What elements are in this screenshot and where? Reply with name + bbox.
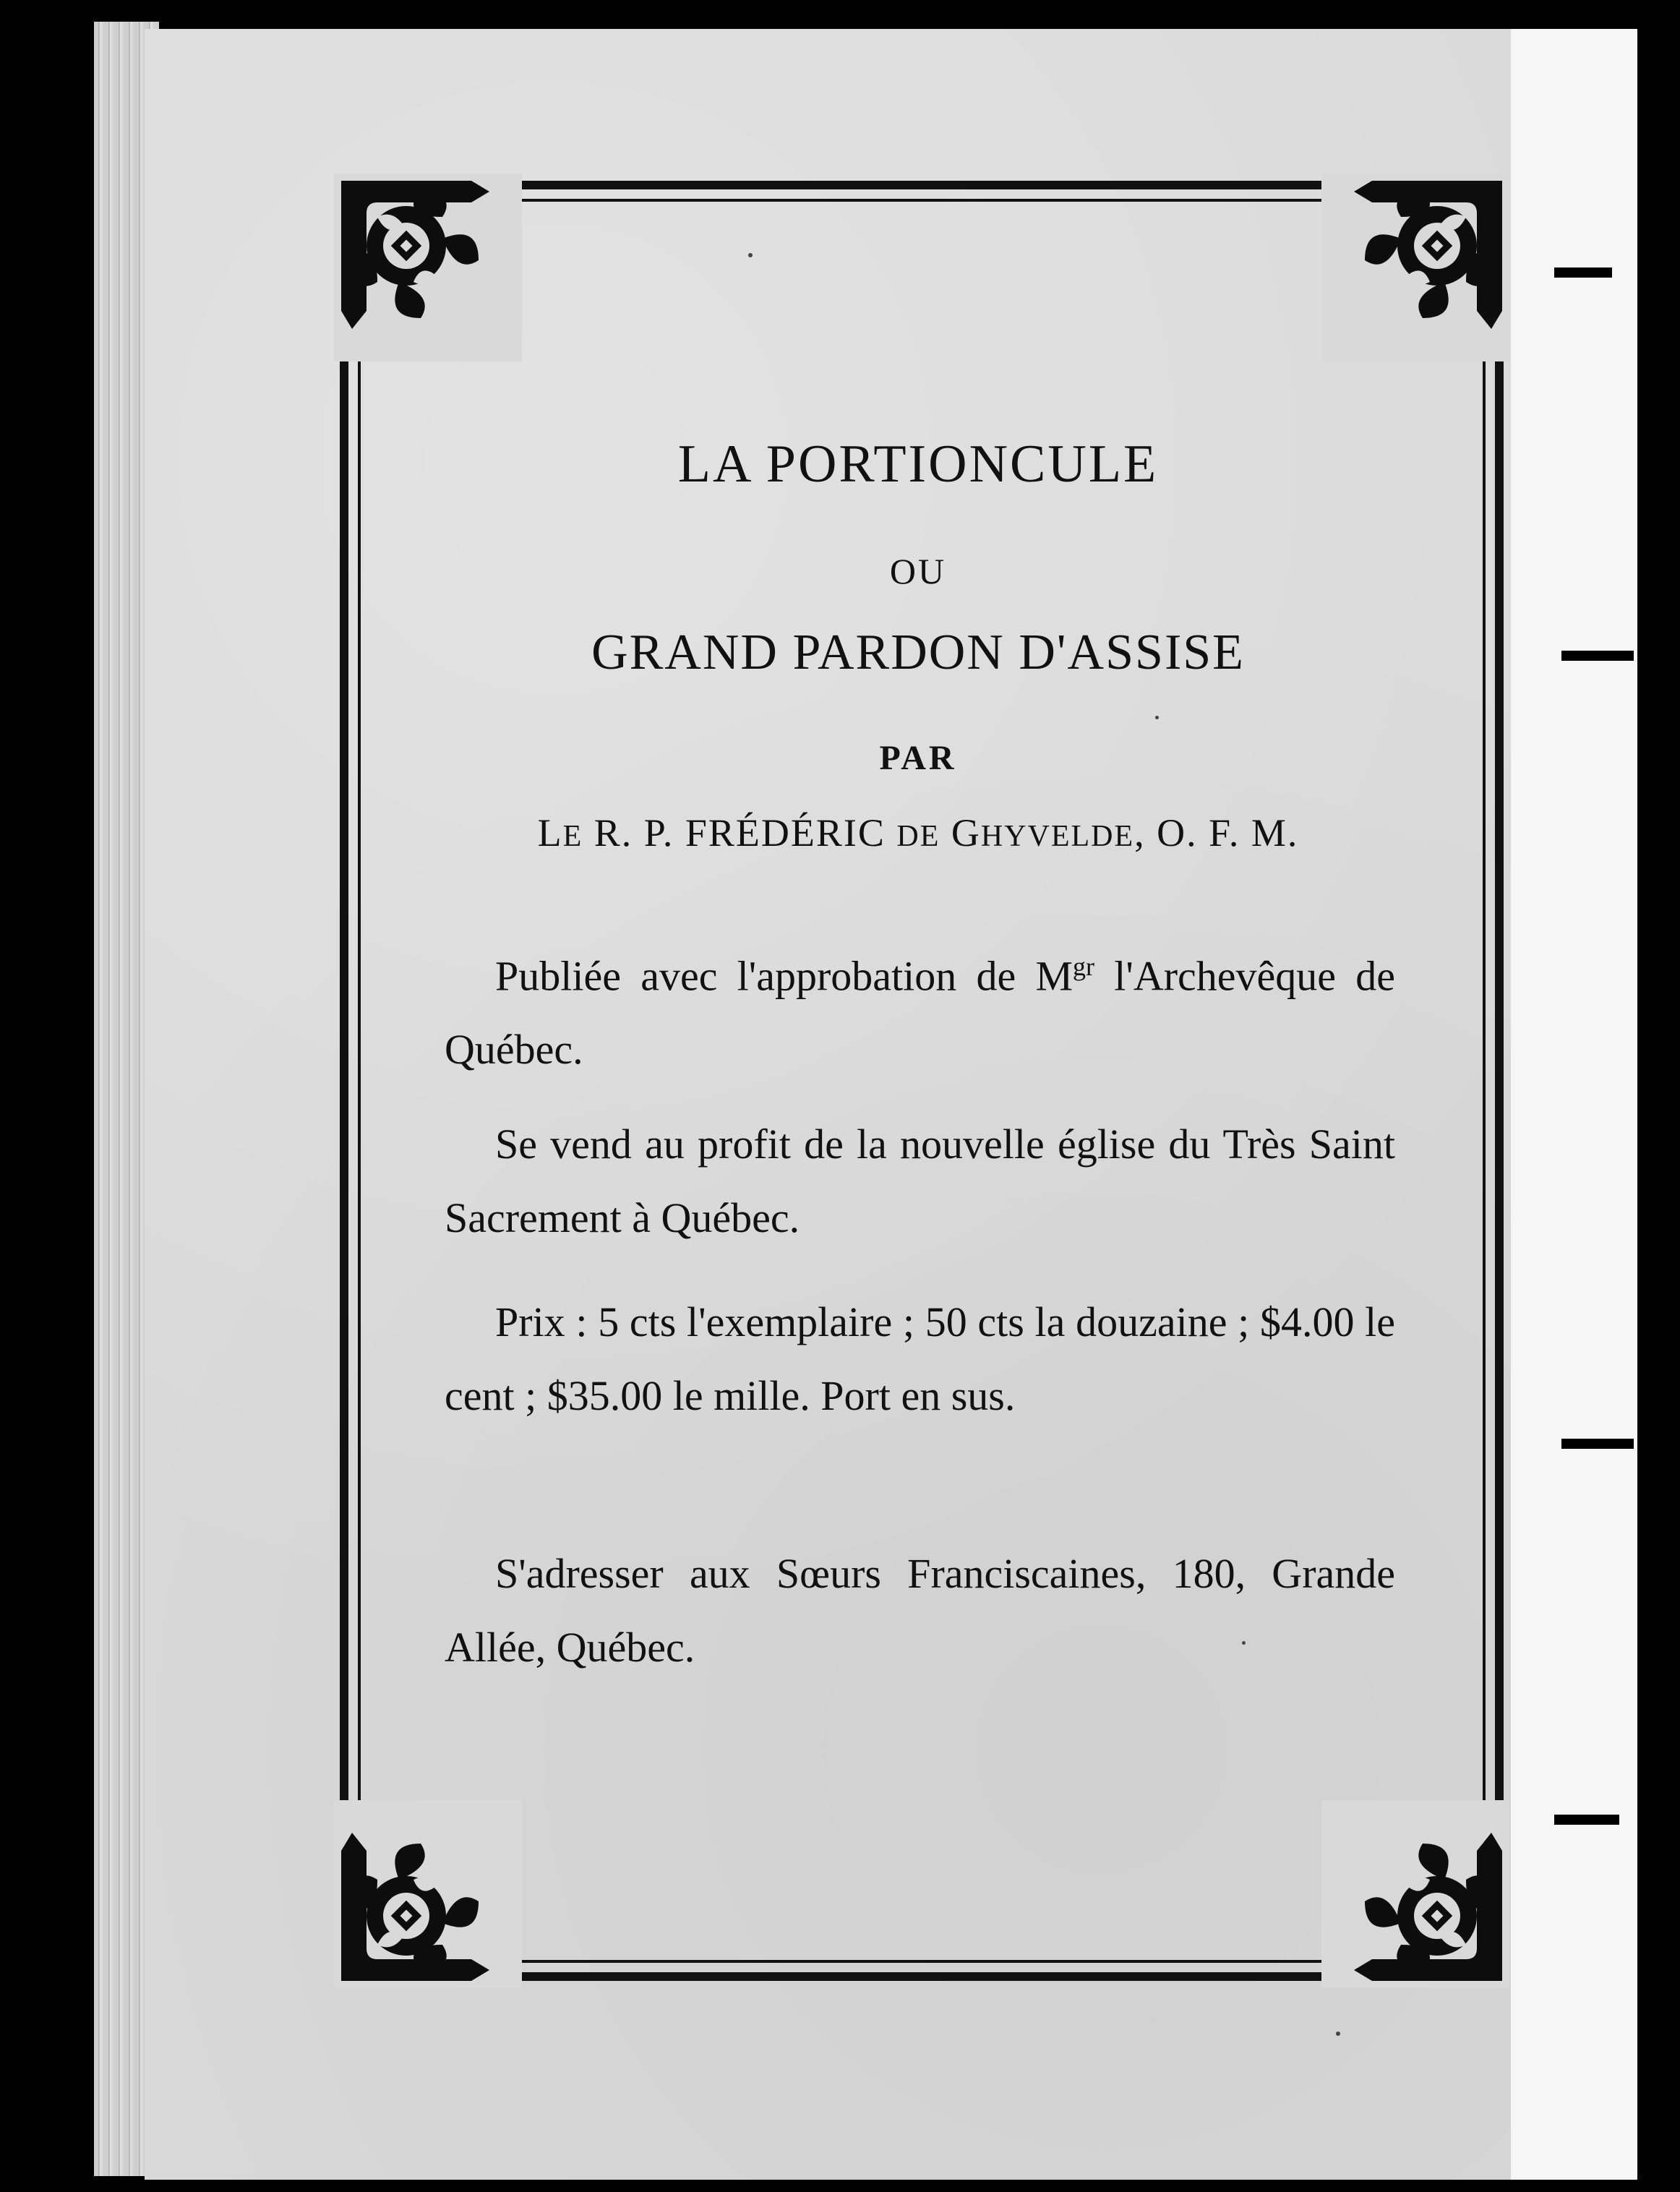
approval-paragraph <box>445 930 1395 1087</box>
author-line <box>405 811 1431 855</box>
author-de: DE <box>896 820 940 853</box>
document-title: LA PORTIONCULE <box>677 434 1159 494</box>
author-suffix: , O. F. M. <box>1134 811 1299 855</box>
by-label: PAR <box>879 739 957 777</box>
author-place-small: HYVELDE <box>980 820 1135 853</box>
fleuron-corner-icon <box>1321 174 1509 361</box>
strip-mark <box>1554 267 1612 278</box>
paper-speck <box>1242 1641 1246 1645</box>
title-conjunction: OU <box>889 551 947 591</box>
address-paragraph: S'adresser aux Sœurs Franciscaines, 180, Grande Allée, Québec. <box>445 1550 1395 1671</box>
fleuron-corner-icon <box>334 174 522 361</box>
strip-mark <box>1554 1815 1619 1825</box>
right-paper-strip <box>1511 29 1637 2180</box>
price-paragraph: Prix : 5 cts l'exemplaire ; 50 cts la douzaine ; $4.00 le cent ; $35.00 le mille. Port en sus. <box>445 1298 1395 1419</box>
paper-speck <box>1155 716 1159 719</box>
author-name: R. P. FRÉDÉRIC <box>583 811 897 855</box>
paper-speck <box>748 253 753 257</box>
fleuron-corner-icon <box>334 1800 522 1988</box>
document-subtitle: GRAND PARDON D'ASSISE <box>591 625 1245 680</box>
paper-speck <box>1336 2032 1340 2036</box>
fleuron-corner-icon <box>1321 1800 1509 1988</box>
author-place-cap: G <box>940 811 981 855</box>
author-prefix-small: E <box>562 820 583 853</box>
approval-superscript: gr <box>1073 952 1095 981</box>
author-prefix-cap: L <box>537 811 563 855</box>
approval-text-before: Publiée avec l'approbation de M <box>495 952 1073 1000</box>
strip-mark <box>1561 651 1634 661</box>
approval-text-after: l'Archevêque de Québec. <box>445 952 1395 1074</box>
strip-mark <box>1561 1439 1634 1449</box>
sale-paragraph: Se vend au profit de la nouvelle église du Très Saint Sacrement à Québec. <box>445 1121 1395 1241</box>
